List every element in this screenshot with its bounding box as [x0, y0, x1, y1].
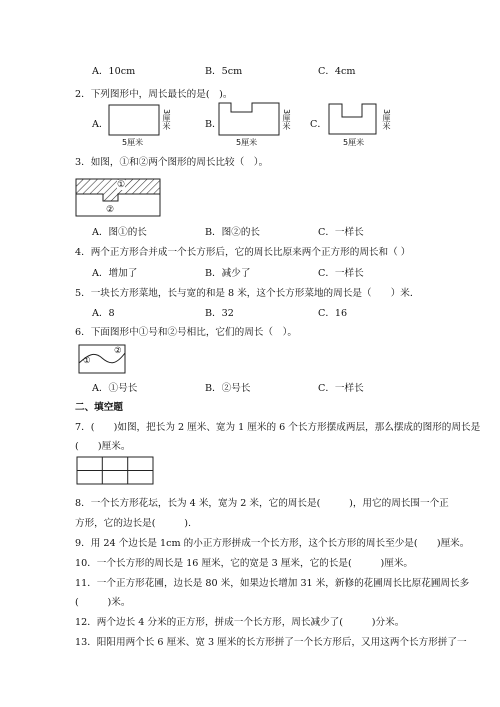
q2-label-b: B． [205, 119, 222, 130]
q10-text: 10．一个长方形的周长是 16 厘米，它的宽是 3 厘米，它的长是( )厘米。 [75, 558, 414, 569]
q6-stem: 6．下面图形中①号和②号相比，它们的周长（ ）。 [75, 327, 297, 338]
q4-option-a: A．增加了 [92, 268, 138, 279]
q2-stem: 2．下列图形中，周长最长的是( )。 [75, 89, 233, 100]
q12-text: 12．两个边长 4 分米的正方形，拼成一个长方形，周长减少了( )分米。 [75, 617, 405, 628]
q8-line-2: 方形，它的边长是( ). [75, 518, 192, 529]
section-2-title: 二、填空题 [75, 402, 123, 413]
q7-line-2: ( )厘米。 [75, 441, 131, 452]
q6-option-b: B．②号长 [205, 383, 251, 394]
q4-option-c: C．一样长 [318, 268, 364, 279]
q3-region-1-label: ① [117, 180, 126, 190]
q13-text: 13．阳阳用两个长 6 厘米、宽 3 厘米的长方形拼了一个长方形后，又用这两个长方形拼了一 [75, 637, 467, 648]
q11-line-2: ( )米。 [75, 597, 131, 608]
q8-line-1: 8．一个长方形花坛，长为 4 米，宽为 2 米，它的周长是( )，用它的周长围一个正 [75, 498, 449, 509]
q2-width-label-b: 5厘米 [236, 138, 258, 147]
q2-height-label-c: 3厘米 [382, 109, 391, 131]
q6-region-2-label: ② [114, 346, 122, 356]
q7-line-1: 7．( )如图，把长为 2 厘米、宽为 1 厘米的 6 个长方形摆成两层，那么摆成的图形的周长是 [75, 422, 481, 433]
q1-option-a: A．10cm [92, 66, 136, 77]
q2-height-label-a: 3厘米 [162, 109, 171, 131]
q3-option-c: C．一样长 [318, 227, 364, 238]
q2-width-label-c: 5厘米 [343, 138, 365, 147]
q5-option-c: C．16 [318, 308, 348, 319]
q1-option-c: C．4cm [318, 66, 356, 77]
q5-option-a: A．8 [92, 308, 115, 319]
q4-option-b: B．减少了 [205, 268, 251, 279]
q2-label-a: A． [92, 119, 109, 130]
q3-stem: 3．如图，①和②两个图形的周长比较（ ）。 [75, 157, 269, 168]
q2-label-c: C． [310, 119, 327, 130]
q6-option-a: A．①号长 [92, 383, 138, 394]
q2-figure-c [328, 101, 391, 141]
q3-region-2-label: ② [106, 205, 115, 215]
q2-height-label-b: 3厘米 [282, 109, 291, 131]
q9-text: 9．用 24 个边长是 1cm 的小正方形拼成一个长方形，这个长方形的周长至少是( )厘米。 [75, 538, 470, 549]
q3-option-b: B．图②的长 [205, 227, 261, 238]
q5-option-b: B．32 [205, 308, 234, 319]
q6-option-c: C．一样长 [318, 383, 364, 394]
q7-figure [76, 456, 156, 486]
q3-option-a: A．图①的长 [92, 227, 147, 238]
q5-stem: 5．一块长方形菜地，长与宽的和是 8 米，这个长方形菜地的周长是（ ）米． [75, 288, 420, 299]
q4-stem: 4．两个正方形合并成一个长方形后，它的周长比原来两个正方形的周长和（ ） [75, 247, 411, 258]
q2-width-label-a: 5厘米 [122, 138, 144, 147]
q2-figure-b [218, 100, 282, 140]
q11-line-1: 11．一个正方形花圃，边长是 80 米，如果边长增加 31 米，新修的花圃周长比原花圃周长多 [75, 578, 470, 589]
q1-option-b: B．5cm [205, 66, 243, 77]
q6-region-1-label: ① [83, 356, 91, 366]
